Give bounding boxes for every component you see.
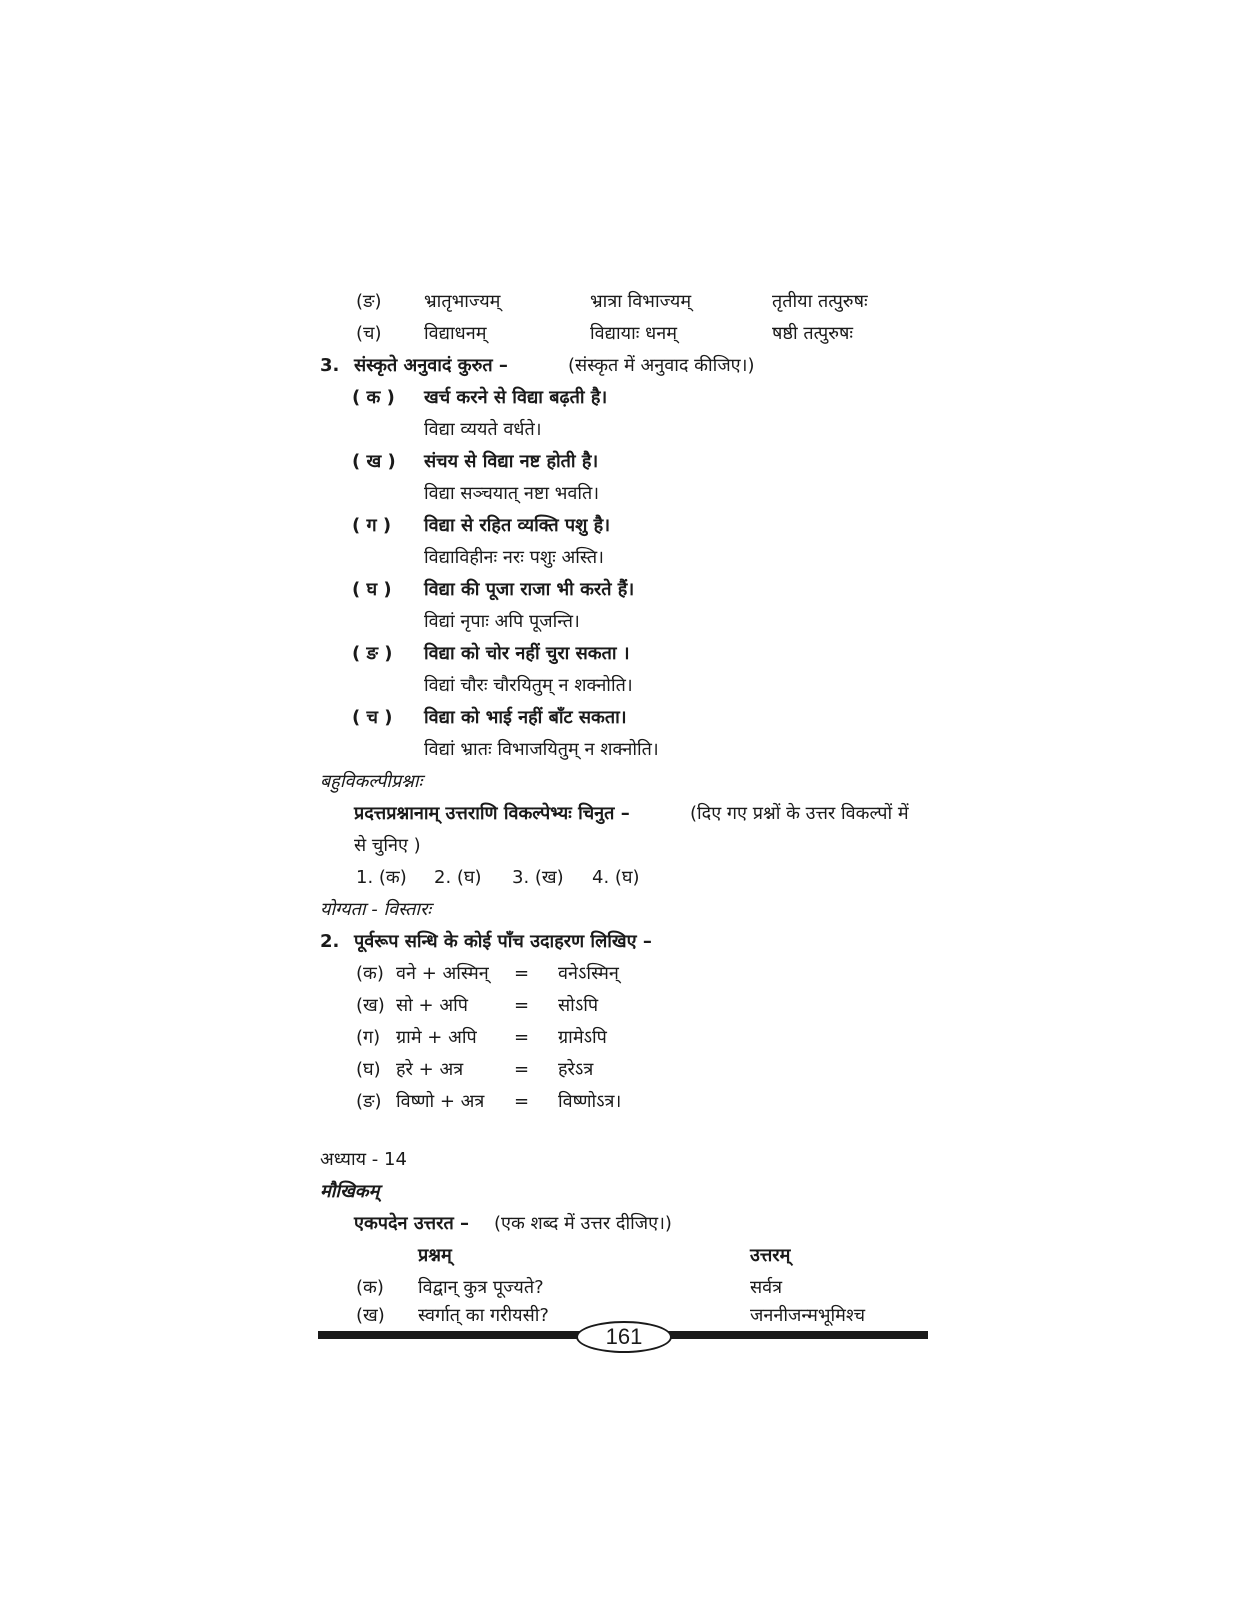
samasa-row-type: षष्ठी तत्पुरुषः	[772, 323, 853, 344]
samasa-row-word: विद्याधनम्	[424, 323, 487, 344]
question-number: 3.	[320, 355, 340, 376]
item-label: ( क )	[352, 387, 395, 408]
sandhi-parts: ग्रामे + अपि	[396, 1027, 477, 1048]
question-heading: संस्कृते अनुवादं कुरुत –	[354, 355, 508, 376]
item-label: ( ख )	[352, 451, 396, 472]
item-hindi: विद्या को चोर नहीं चुरा सकता ।	[424, 643, 630, 664]
sandhi-equals: =	[514, 1027, 530, 1048]
item-hindi: संचय से विद्या नष्ट होती है।	[424, 451, 599, 472]
column-header-answer: उत्तरम्	[750, 1245, 791, 1266]
sandhi-label: (ङ)	[356, 1091, 382, 1112]
mcq-note-line1: (दिए गए प्रश्नों के उत्तर विकल्पों में	[690, 803, 909, 824]
item-hindi: विद्या से रहित व्यक्ति पशु है।	[424, 515, 611, 536]
item-label: ( च )	[352, 707, 393, 728]
question-number: 2.	[320, 931, 340, 952]
section-heading: मौखिकम्	[320, 1181, 380, 1202]
mcq-answer: 1. (क)	[356, 867, 407, 888]
sandhi-equals: =	[514, 995, 530, 1016]
chapter-title: अध्याय - 14	[320, 1149, 407, 1170]
chapter-note: (एक शब्द में उत्तर दीजिए।)	[494, 1213, 672, 1234]
samasa-row-label: (च)	[356, 323, 382, 344]
qa-label: (क)	[356, 1277, 384, 1298]
qa-answer: सर्वत्र	[750, 1277, 783, 1298]
sandhi-equals: =	[514, 1091, 530, 1112]
yogyata-heading: योग्यता - विस्तारः	[320, 899, 432, 920]
item-sanskrit: विद्या व्ययते वर्धते।	[424, 419, 542, 440]
samasa-row-label: (ङ)	[356, 291, 382, 312]
chapter-instruction: एकपदेन उत्तरत –	[354, 1213, 470, 1234]
sandhi-result: हरेऽत्र	[558, 1059, 594, 1080]
item-label: ( ग )	[352, 515, 392, 536]
item-hindi: विद्या को भाई नहीं बाँट सकता।	[424, 707, 627, 728]
mcq-heading: बहुविकल्पीप्रश्नाः	[320, 771, 423, 792]
sandhi-equals: =	[514, 963, 530, 984]
sandhi-equals: =	[514, 1059, 530, 1080]
sandhi-result: विष्णोऽत्र।	[558, 1091, 622, 1112]
sandhi-label: (घ)	[356, 1059, 381, 1080]
sandhi-parts: हरे + अत्र	[396, 1059, 464, 1080]
samasa-row-vigraha: विद्यायाः धनम्	[590, 323, 677, 344]
item-label: ( ङ )	[352, 643, 393, 664]
item-sanskrit: विद्या सञ्चयात् नष्टा भवति।	[424, 483, 600, 504]
samasa-row-word: भ्रातृभाज्यम्	[424, 291, 501, 312]
qa-question: स्वर्गात् का गरीयसी?	[418, 1305, 549, 1326]
item-sanskrit: विद्याविहीनः नरः पशुः अस्ति।	[424, 547, 604, 568]
mcq-answer: 2. (घ)	[434, 867, 482, 888]
sandhi-parts: सो + अपि	[396, 995, 468, 1016]
item-sanskrit: विद्यां चौरः चौरयितुम् न शक्नोति।	[424, 675, 633, 696]
page-number: 161	[576, 1321, 672, 1353]
mcq-note-line2: से चुनिए )	[354, 835, 421, 856]
mcq-instruction: प्रदत्तप्रश्नानाम् उत्तराणि विकल्पेभ्यः चिनुत –	[354, 803, 630, 824]
sandhi-result: ग्रामेऽपि	[558, 1027, 607, 1048]
samasa-row-vigraha: भ्रात्रा विभाज्यम्	[590, 291, 692, 312]
samasa-row-type: तृतीया तत्पुरुषः	[772, 291, 868, 312]
item-sanskrit: विद्यां नृपाः अपि पूजन्ति।	[424, 611, 580, 632]
column-header-question: प्रश्नम्	[418, 1245, 452, 1266]
mcq-answer: 3. (ख)	[512, 867, 564, 888]
qa-label: (ख)	[356, 1305, 385, 1326]
footer-rule-left	[318, 1331, 580, 1339]
sandhi-parts: विष्णो + अत्र	[396, 1091, 485, 1112]
sandhi-label: (क)	[356, 963, 384, 984]
sandhi-label: (ग)	[356, 1027, 381, 1048]
item-hindi: खर्च करने से विद्या बढ़ती है।	[424, 387, 608, 408]
question-note: (संस्कृत में अनुवाद कीजिए।)	[568, 355, 755, 376]
footer-rule-right	[666, 1331, 928, 1339]
sandhi-label: (ख)	[356, 995, 385, 1016]
mcq-answer: 4. (घ)	[592, 867, 640, 888]
qa-answer: जननीजन्मभूमिश्च	[750, 1305, 866, 1326]
item-sanskrit: विद्यां भ्रातः विभाजयितुम् न शक्नोति।	[424, 739, 659, 760]
item-hindi: विद्या की पूजा राजा भी करते हैं।	[424, 579, 635, 600]
sandhi-result: सोऽपि	[558, 995, 599, 1016]
qa-question: विद्वान् कुत्र पूज्यते?	[418, 1277, 544, 1298]
yogyata-question: पूर्वरूप सन्धि के कोई पाँच उदाहरण लिखिए –	[354, 931, 652, 952]
sandhi-result: वनेऽस्मिन्	[558, 963, 619, 984]
item-label: ( घ )	[352, 579, 392, 600]
sandhi-parts: वने + अस्मिन्	[396, 963, 489, 984]
